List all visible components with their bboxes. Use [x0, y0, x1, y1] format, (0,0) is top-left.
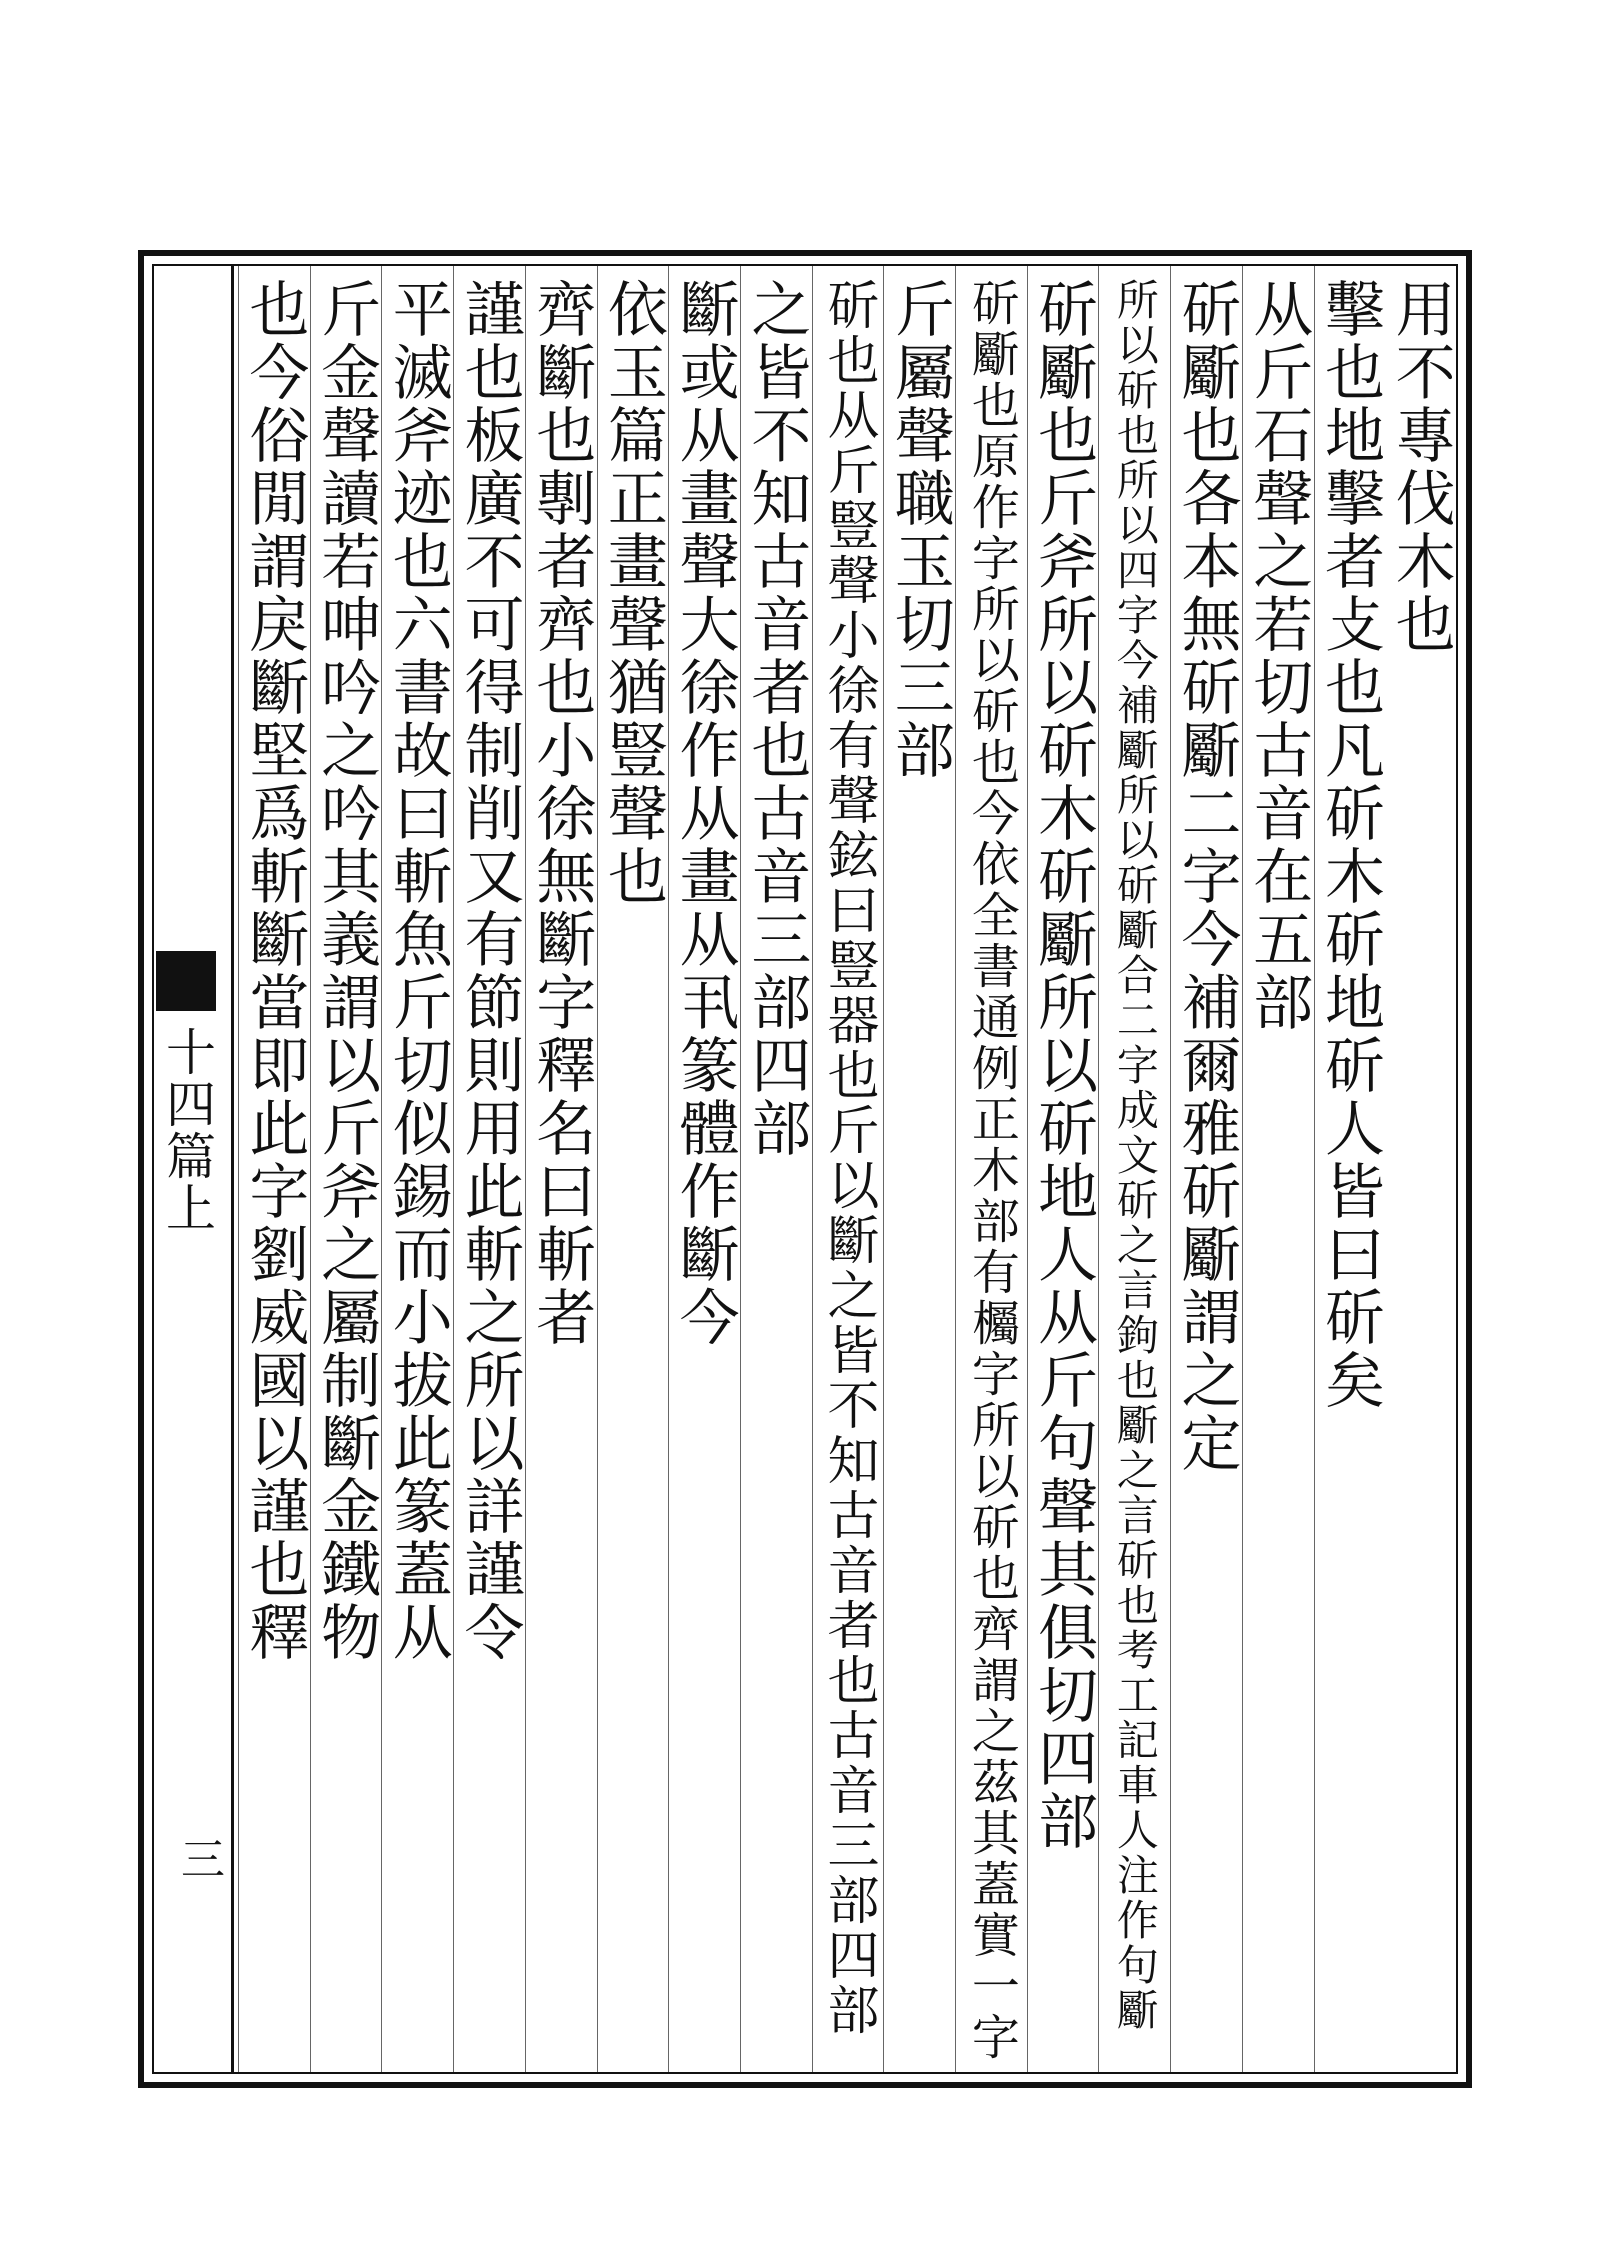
text-column-3	[1242, 266, 1314, 2072]
page-number: 三	[173, 1836, 224, 1880]
column-text: 斫也从斤豎聲小徐有聲鉉曰豎器也斤以斷之皆不知古音者也古音三部四部	[818, 278, 879, 2038]
column-text: 斤屬聲職玉切三部	[884, 278, 955, 782]
column-text: 之皆不知古音者也古音三部四部	[741, 278, 812, 1160]
text-column-2	[1314, 266, 1386, 2072]
column-text: 用不專伐木也	[1385, 278, 1456, 656]
page-frame	[138, 250, 1472, 2088]
text-columns	[238, 266, 1456, 2072]
text-column-5	[1098, 266, 1170, 2072]
text-column-1	[1385, 266, 1456, 2072]
margin-column	[154, 266, 234, 2072]
text-column-12	[597, 266, 669, 2072]
text-column-16	[310, 266, 382, 2072]
column-text: 平滅斧迹也六書故曰斬魚斤切似錫而小拔此篆蓋从	[382, 278, 453, 1664]
column-text: 斫斸也各本無斫斸二字今補爾雅斫斸謂之定	[1171, 278, 1242, 1475]
column-text: 从斤石聲之若切古音在五部	[1243, 278, 1314, 1034]
text-column-6	[1027, 266, 1099, 2072]
text-column-9	[812, 266, 884, 2072]
column-text: 齊斷也剸者齊也小徐無斷字釋名曰斬者	[526, 278, 597, 1349]
column-text: 斷或从畫聲大徐作从畫从丮篆體作斷今	[669, 278, 740, 1349]
text-column-14	[453, 266, 525, 2072]
text-column-10	[740, 266, 812, 2072]
column-text: 依玉篇正畫聲猶豎聲也	[597, 278, 668, 908]
column-text: 斤金聲讀若呻吟之吟其義謂以斤斧之屬制斷金鐵物	[311, 278, 382, 1664]
column-text: 斫斸也原作字所以斫也今依全書通例正木部有欘字所以斫也齊謂之茲其蓋實一字	[963, 278, 1020, 2063]
text-column-15	[381, 266, 453, 2072]
text-column-13	[525, 266, 597, 2072]
text-column-17	[238, 266, 310, 2072]
column-text: 所以斫也所以四字今補斸所以斫斸合二字成文斫之言鉤也斸之言斫也考工記車人注作句斸	[1110, 278, 1160, 2033]
text-column-11	[668, 266, 740, 2072]
column-text: 謹也板廣不可得制削又有節則用此斬之所以詳謹令	[454, 278, 525, 1664]
text-column-4	[1170, 266, 1242, 2072]
text-column-7	[955, 266, 1027, 2072]
column-text: 斫斸也斤斧所以斫木斫斸所以斫地人从斤句聲其俱切四部	[1028, 278, 1099, 1853]
column-text: 擊也地擊者攴也凡斫木斫地斫人皆曰斫矣	[1314, 278, 1385, 1412]
fish-tail-mark	[156, 951, 216, 1011]
margin-title: 十四篇上	[158, 1026, 216, 1234]
text-column-8	[883, 266, 955, 2072]
frame-inner-border	[152, 264, 1458, 2074]
column-text: 也今俗閒謂戾斷堅爲斬斷當即此字劉威國以謹也釋	[239, 278, 310, 1664]
